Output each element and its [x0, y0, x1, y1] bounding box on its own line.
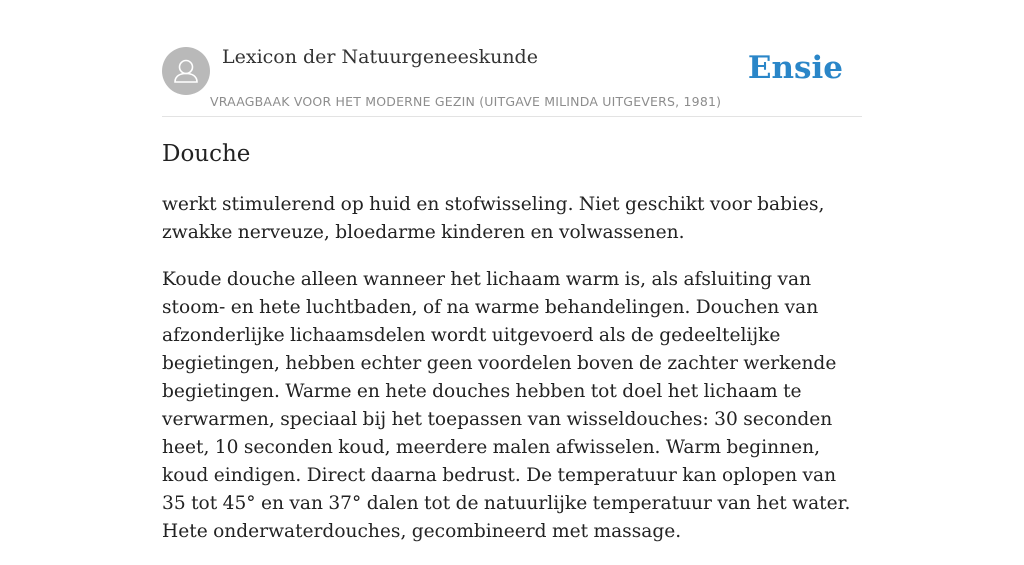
- entry-content: [162, 138, 862, 565]
- entry-paragraph: werkt stimulerend op huid en stofwisseling. Niet geschikt voor babies, zwakke nerveuze, bloedarme kinderen en volwassenen.: [162, 194, 825, 243]
- entry-paragraph: Koude douche alleen wanneer het lichaam warm is, als afsluiting van stoom- en hete luchtbaden, of na warme behandelingen. Douchen van afzonderlijke lichaamsdelen wordt uitgevoerd als de gedeeltelijke begietingen, hebben echter geen voordelen boven de zachter werkende begietingen. Warme en hete douches hebben tot doel het lichaam te verwarmen, speciaal bij het toepassen van wisseldouches: 30 seconden heet, 10 seconden koud, meerdere malen afwisselen. Warm beginnen, koud eindigen. Direct daarna bedrust. De temperatuur kan oplopen van 35 tot 45° en van 37° dalen tot de natuurlijke temperatuur van het water. Hete onderwaterdouches, gecombineerd met massage.: [162, 269, 851, 542]
- ensie-logo-link[interactable]: Ensie: [747, 50, 843, 86]
- source-subtitle: VRAAGBAAK VOOR HET MODERNE GEZIN (UITGAVE MILINDA UITGEVERS, 1981): [210, 94, 722, 109]
- user-silhouette-icon[interactable]: [162, 47, 210, 95]
- source-title-link[interactable]: Lexicon der Natuurgeneeskunde: [222, 46, 538, 68]
- entry-title: Douche: [162, 141, 251, 167]
- source-header: [162, 40, 862, 117]
